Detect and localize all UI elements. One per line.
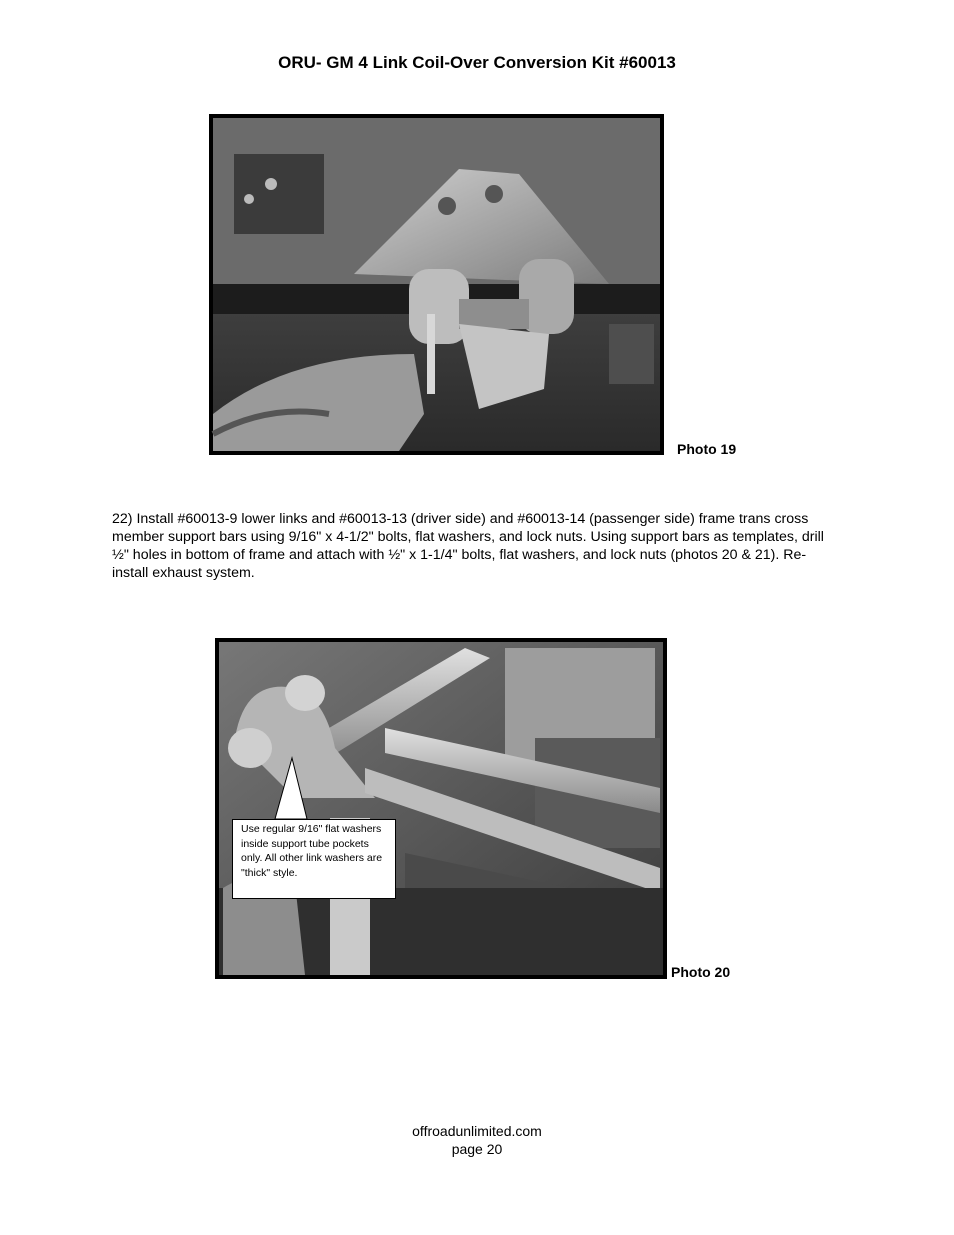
photo-20-image (215, 638, 667, 979)
footer-site: offroadunlimited.com (412, 1123, 542, 1139)
step-22-instructions: 22) Install #60013-9 lower links and #60013-13 (driver side) and #60013-14 (passenger side) frame trans cross member support bars using 9/16" x 4-1/2" bolts, flat washers, and lock nuts. Using support bars as templates, drill ½" holes in bottom of frame and attach with ½" x 1-1/4" bolts, flat washers, and lock nuts (photos 20 & 21). Re-install exhaust system. (112, 511, 824, 581)
page-title: ORU- GM 4 Link Coil-Over Conversion Kit #60013 (278, 53, 676, 72)
photo-19-image (209, 114, 664, 455)
footer-page-number: page 20 (451, 1141, 503, 1157)
photo-19-caption: Photo 19 (677, 441, 737, 457)
photo-20-caption: Photo 20 (671, 964, 731, 980)
photo-20-callout: Use regular 9/16" flat washers inside support tube pockets only. All other link washers are "thick" style. (232, 819, 396, 899)
